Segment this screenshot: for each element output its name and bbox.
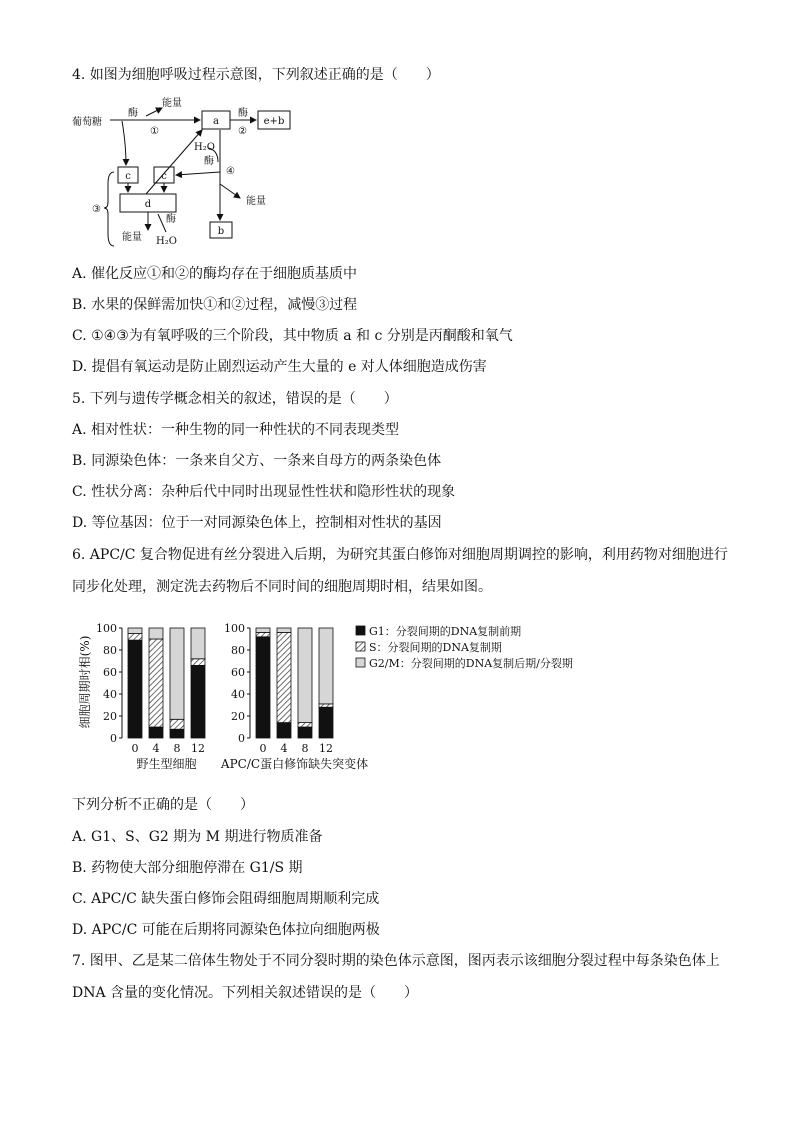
q4-option-c: C. ①④③为有氧呼吸的三个阶段，其中物质 a 和 c 分别是丙酮酸和氧气 [72,328,513,344]
bar-S-t0 [256,632,270,636]
step-3-label: ③ [92,204,101,215]
water-label: H₂O [156,236,177,247]
box-b-label: b [217,226,225,237]
q5-option-c: C. 性状分离：杂种后代中同时出现显性性状和隐形性状的现象 [72,484,456,500]
x-tick-label: 4 [152,742,160,755]
energy-label: 能量 [246,196,266,207]
bar-G2M-t4 [149,628,163,639]
bar-G2M-t12 [191,628,205,659]
chart-y-label: 细胞周期时相(%) [78,635,92,729]
bar-S-t4 [149,639,163,727]
bar-G1-t12 [191,665,205,738]
box-eb-label: e+b [263,116,285,127]
glucose-label: 葡萄糖 [72,117,102,128]
q6-option-b: B. 药物使大部分细胞停滞在 G1/S 期 [72,860,303,876]
y-tick-label: 80 [103,644,117,657]
y-tick-label: 20 [231,710,245,723]
bar-S-t0 [128,634,142,641]
y-tick-label: 100 [96,622,117,635]
enzyme-label: 酶 [238,108,248,119]
y-tick-label: 80 [231,644,245,657]
bar-G1-t8 [170,729,184,738]
x-tick-label: 0 [131,742,139,755]
legend-label-G1: G1：分裂间期的DNA复制前期 [369,625,522,638]
bar-G2M-t0 [128,628,142,634]
legend-swatch-S [356,642,365,651]
bar-G1-t8 [298,727,312,738]
energy-label: 能量 [162,98,182,109]
q6-option-a: A. G1、S、G2 期为 M 期进行物质准备 [72,829,323,845]
panel-title: APC/C蛋白修饰缺失突变体 [220,757,369,771]
y-tick-label: 40 [103,688,117,701]
bar-S-t8 [170,719,184,729]
y-tick-label: 40 [231,688,245,701]
x-tick-label: 0 [259,742,267,755]
legend-swatch-G2M [356,658,365,667]
q7-stem-line-1: 7. 图甲、乙是某二倍体生物处于不同分裂时期的染色体示意图，图丙表示该细胞分裂过程中每条染色体上 [72,953,720,969]
q7-stem-line-2: DNA 含量的变化情况。下列相关叙述错误的是（ ） [72,985,419,1001]
bar-G2M-t8 [170,628,184,719]
water-label: H₂O [194,142,215,153]
bar-G1-t12 [319,707,333,738]
bar-G1-t4 [277,723,291,738]
x-tick-label: 4 [280,742,288,755]
q5-option-a: A. 相对性状：一种生物的同一种性状的不同表现类型 [72,422,400,438]
y-tick-label: 0 [238,732,245,745]
bar-S-t12 [191,659,205,666]
bar-G2M-t12 [319,628,333,704]
box-a-label: a [213,116,219,127]
step-2-label: ② [238,126,247,137]
q6-stem-line-2: 同步化处理，测定洗去药物后不同时间的细胞周期时相，结果如图。 [72,579,492,595]
bar-G1-t4 [149,727,163,738]
q5-option-d: D. 等位基因：位于一对同源染色体上，控制相对性状的基因 [72,515,442,531]
step-4-label: ④ [226,166,235,177]
enzyme-label: 酶 [166,214,176,225]
legend-label-G2M: G2/M：分裂间期的DNA复制后期/分裂期 [369,657,573,670]
x-tick-label: 12 [319,742,333,755]
bar-G1-t0 [256,637,270,738]
x-tick-label: 8 [173,742,181,755]
energy-label: 能量 [122,232,142,243]
q6-stem-line-1: 6. APC/C 复合物促进有丝分裂进入后期，为研究其蛋白修饰对细胞周期调控的影响，利用药物对细胞进行 [72,547,728,563]
bar-S-t8 [298,723,312,727]
q4-option-d: D. 提倡有氧运动是防止剧烈运动产生大量的 e 对人体细胞造成伤害 [72,359,487,375]
x-tick-label: 12 [191,742,205,755]
legend-label-S: S：分裂间期的DNA复制期 [369,641,502,654]
y-tick-label: 60 [103,666,117,679]
bar-G1-t0 [128,640,142,738]
q5-stem: 5. 下列与遗传学概念相关的叙述，错误的是（ ） [72,391,398,407]
q5-option-b: B. 同源染色体：一条来自父方、一条来自母方的两条染色体 [72,453,442,469]
bar-G2M-t0 [256,628,270,632]
q4-option-b: B. 水果的保鲜需加快①和②过程，减慢③过程 [72,297,358,313]
chart-panel-0 [96,622,205,771]
y-tick-label: 60 [231,666,245,679]
enzyme-label: 酶 [128,108,138,119]
panel-title: 野生型细胞 [136,757,197,771]
box-c1-label: c [125,171,131,182]
bar-G2M-t8 [298,628,312,723]
q6-option-d: D. APC/C 可能在后期将同源染色体拉向细胞两极 [72,922,380,938]
enzyme-label: 酶 [204,156,214,167]
cell-cycle-chart [72,616,632,778]
step-1-label: ① [150,126,159,137]
x-tick-label: 8 [301,742,309,755]
box-c2-label: c [161,171,167,182]
q4-stem: 4. 如图为细胞呼吸过程示意图，下列叙述正确的是（ ） [72,67,440,83]
q4-option-a: A. 催化反应①和②的酶均存在于细胞质基质中 [72,266,358,282]
q6-option-c: C. APC/C 缺失蛋白修饰会阻碍细胞周期顺利完成 [72,891,380,907]
y-tick-label: 0 [110,732,117,745]
chart-panel-1 [220,622,368,771]
respiration-diagram [70,94,310,254]
bar-S-t4 [277,632,291,722]
bar-S-t12 [319,704,333,707]
y-tick-label: 100 [224,622,245,635]
box-d-label: d [144,199,152,210]
legend-swatch-G1 [356,626,365,635]
q6-sub-stem: 下列分析不正确的是（ ） [72,797,254,813]
y-tick-label: 20 [103,710,117,723]
bar-G2M-t4 [277,628,291,632]
